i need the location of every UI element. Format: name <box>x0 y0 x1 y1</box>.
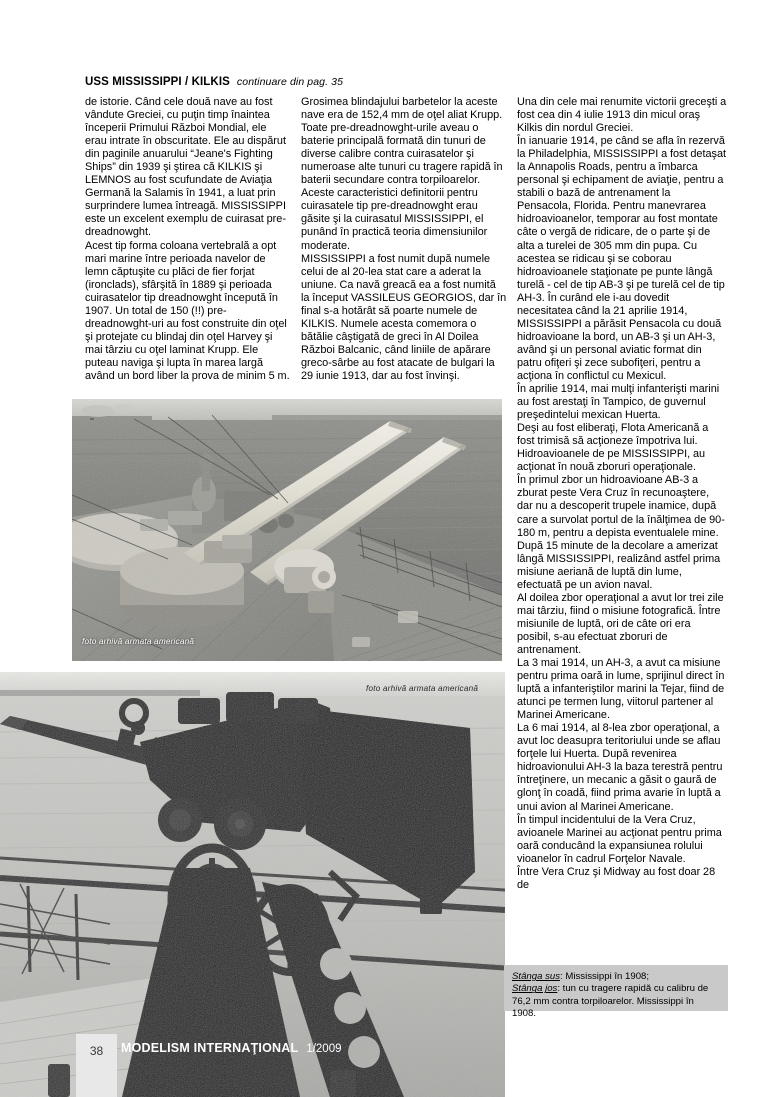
paragraph: Acest tip forma coloana vertebrală a opt mari marine între perioada navelor de lemn căptuşite cu plăci de fier forjat (ironclads), sfârşită în 1889 şi perioada cuirasatelor tip dreadnowght începută în 1907. Un total de 150 (!!) pre-dreadnowght-uri au fost construite din oţel şi protejate cu blindaj din oţel Harvey şi mai târziu cu oţel laminat Krupp. Ele puteau naviga şi lupta în marea largă având un bord liber la prova de minim 5 m. <box>85 239 290 382</box>
caption-text-bottom: : tun cu tragere rapidă cu calibru de 76,2 mm contra torpiloarelor. Mississippi în 1908. <box>512 983 709 1020</box>
paragraph: Una din cele mai renumite victorii greceşti a fost cea din 4 iulie 1913 din micul oraş Kilkis din nordul Greciei. <box>517 96 727 135</box>
photo-battleship-deck <box>72 399 502 661</box>
paragraph: Aceste caracteristici definitorii pentru cuirasatele tip pre-dreadnowght erau găsite şi la cuirasatul MISSISSIPPI, el punând în practică teoria dimensiunilor moderate. <box>301 187 488 252</box>
photo-top-graphic <box>72 399 502 661</box>
footer-masthead <box>121 1039 342 1057</box>
magazine-name: MODELISM INTERNAŢIONAL <box>121 1041 299 1055</box>
paragraph: În ianuarie 1914, pe când se afla în rezervă la Philadelphia, MISSISSIPPI a fost detaşat la Annapolis Roads, pentru a îmbarca personal şi echipament de aviaţie, pentru a stabili o bază de antrenament la Pensacola, Florida. Pentru manevrarea hidroavioanelor, temporar au fost montate câte o vergă de ridicare, de o parte şi de alta a turelei de 305 mm din pupa. Cu acestea se ridicau şi se coborau hidroavioanele staţionate pe punte lângă turelă - cel de tip AB-3 şi pe turelă cel de tip AH-3. În curând ele i-au dovedit necesitatea când la 21 aprilie 1914, MISSISSIPPI a părăsit Pensacola cu două hidroavioane la bord, un AB-3 şi un AH-3, având şi un personal aviatic format din patru ofiţeri şi zece subofiţeri, pentru a acţiona în conflictul cu Mexicul. <box>517 135 727 382</box>
paragraph: Între Vera Cruz şi Midway au fost doar 28 de <box>517 865 716 891</box>
text-column-1 <box>85 96 291 383</box>
caption-label-bottom: Stânga jos <box>512 983 558 995</box>
paragraph: de istorie. Când cele două nave au fost vândute Greciei, cu puţin timp înaintea începerii Primului Război Mondial, ele erau intrate în obscuritate. Ele au dispărut din paginile anuarului “Jeane's Fighting Ships” din 1939 şi ştirea că KILKIS şi LEMNOS au fost scufundate de Aviaţia Germană la Salamis în 1941, a luat prin surprindere lumea întreagă. MISSISSIPPI este un excelent exemplu de cuirasat pre-dreadnowght. <box>85 96 287 239</box>
figure-caption-box <box>504 965 728 1020</box>
photo-top-credit: foto arhivă armata americană <box>82 637 195 646</box>
paragraph: După 15 minute de la decolare a amerizat lângă MISSISSIPPI, realizând astfel prima misiune aeriană de luptă din lume, efectuată pe un avion naval. <box>517 539 721 591</box>
page-number-box <box>76 1034 117 1097</box>
paragraph: MISSISSIPPI a fost numit după numele celui de al 20-lea stat care a aderat la uniune. Ca navă greacă ea a fost numită la început VASSILEUS GEORGIOS, dar în final s-a hotărât să poarte numele de KILKIS. Numele acesta comemora o bătălie câştigată de greci în Al Doilea Război Balcanic, când liniile de apărare greco-sârbe au fost atacate de bulgari la 29 iunie 1913, dar au fost învinşi. <box>301 252 507 382</box>
continuation-note: continuare din pag. 35 <box>236 76 344 88</box>
paragraph: La 6 mai 1914, al 8-lea zbor operaţional, a avut loc deasupra teritoriului unde se aflau forţele lui Huerta. După revenirea hidroavionului AH-3 la baza terestră pentru întreţinere, un mecanic a găsit o gaură de glonţ în coadă, fiind prima avarie în luptă a unui avion al Marinei Americane. <box>517 722 723 813</box>
issue-number: 1/2009 <box>306 1043 342 1055</box>
paragraph: Al doilea zbor operaţional a avut lor trei zile mai târziu, fiind o misiune fotografică. Între misiunile de luptă, ori de câte ori era posibil, s-au efectuat zboruri de antrenament. <box>517 591 724 656</box>
photo-bottom-credit: foto arhivă armata americană <box>366 684 479 693</box>
page-number: 38 <box>89 1044 104 1058</box>
paragraph: În primul zbor un hidroavioane AB-3 a zburat peste Vera Cruz în recunoaştere, dar nu a descoperit trupele inamice, după care a survolat portul de la înălţimea de 90-180 m, pentru a depista eventualele mine. <box>517 474 725 539</box>
caption-line-2 <box>512 983 720 1020</box>
text-column-2 <box>301 96 507 383</box>
paragraph: În timpul incidentului de la Vera Cruz, avioanele Marinei au acţionat pentru prima oară conducând la expansiunea rolului vioanelor în cadrul Forţelor Navale. <box>517 813 722 865</box>
text-column-3 <box>517 96 727 892</box>
paragraph: În aprilie 1914, mai mulţi infanterişti marini au fost arestaţi în Tampico, de guvernul preşedintelui mexican Huerta. <box>517 383 720 422</box>
page-title: USS MISSISSIPPI / KILKIS <box>85 76 230 88</box>
paragraph: Deşi au fost eliberaţi, Flota Americană a fost trimisă să acţioneze împotriva lui. <box>517 422 709 448</box>
caption-line-1 <box>512 971 720 983</box>
caption-text-top: : Mississippi în 1908; <box>560 971 650 982</box>
caption-label-top: Stânga sus <box>512 971 561 982</box>
article-header <box>85 72 729 90</box>
paragraph: Hidroavioanele de pe MISSISSIPPI, au acţionat în nouă zboruri operaţionale. <box>517 448 706 474</box>
paragraph: La 3 mai 1914, un AH-3, a avut ca misiune pentru prima oară in lume, sprijinul direct în luptă a infanteriştilor marini la Tejar, fiind de atunci pe termen lung, viitorul partener al Marinei Americane. <box>517 657 725 722</box>
paragraph: Grosimea blindajului barbetelor la aceste nave era de 152,4 mm de oţel aliat Krupp. Toate pre-dreadnowght-urile aveau o baterie principală formată din tunuri de diverse calibre contra cuirasatelor şi numeroase alte tunuri cu tragere rapidă în baterii secundare contra torpiloarelor. <box>301 96 503 187</box>
